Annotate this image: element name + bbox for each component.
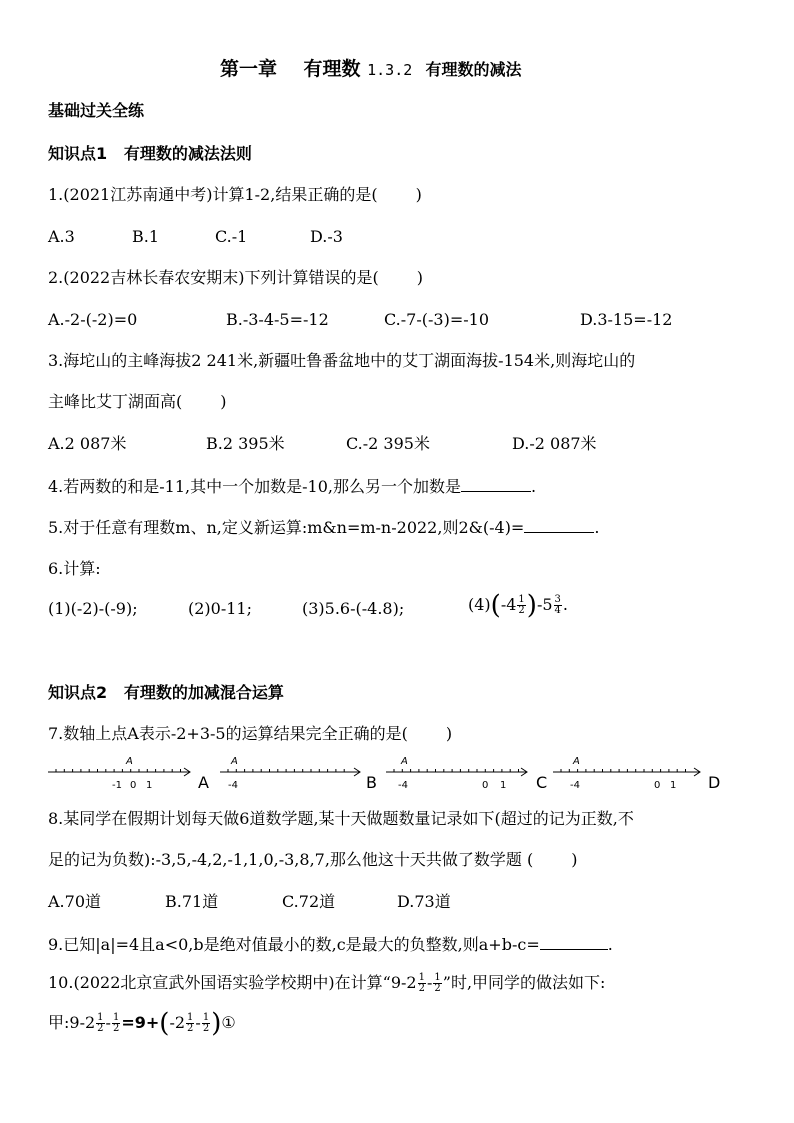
q8-option-d[interactable]: D.73道 <box>397 892 451 911</box>
axis-c-point: A <box>401 756 408 767</box>
circled-one: ① <box>221 1013 236 1032</box>
axis-b-label: -4 <box>228 780 238 791</box>
axis-d-label: -4 <box>570 780 580 791</box>
knowledge-point-1 <box>48 143 252 165</box>
q1-option-c[interactable]: C.-1 <box>215 227 248 246</box>
q4-text: 4.若两数的和是-11,其中一个加数是-10,那么另一个加数是 <box>48 477 461 496</box>
axis-c-label: 0 <box>482 780 489 791</box>
answer-blank[interactable] <box>540 933 608 950</box>
question-10-stem: 10.(2022北京宣武外国语实验学校期中)在计算“9-2 $\frac{1}{2}$ - $\frac{1}{2}$ ”时,甲同学的做法如下: <box>48 972 606 994</box>
q6-part-4: (4)(-4 $\frac{1}{2}$ )-5 $\frac{3}{4}$ . <box>468 590 569 621</box>
q2-option-a[interactable]: A.-2-(-2)=0 <box>48 310 138 329</box>
axis-a-label: -1 <box>112 780 122 791</box>
q1-option-a[interactable]: A.3 <box>48 227 75 246</box>
jia-text: 甲:9-2 <box>48 1013 96 1032</box>
q8-option-a[interactable]: A.70道 <box>48 892 102 911</box>
kp2-title: 有理数的加减混合运算 <box>123 683 284 702</box>
q2-option-c[interactable]: C.-7-(-3)=-10 <box>384 310 489 329</box>
axis-d-label: 0 <box>654 780 661 791</box>
axis-a-label: 0 <box>130 780 137 791</box>
section-name: 有理数的减法 <box>425 60 522 79</box>
kp2-label: 知识点2 <box>48 683 108 702</box>
question-8-line2 <box>48 849 578 871</box>
practice-title: 基础过关全练 <box>48 101 145 120</box>
answer-blank[interactable] <box>461 475 531 492</box>
axis-b-point: A <box>231 756 238 767</box>
fraction: $\frac{3}{4}$ <box>554 594 561 616</box>
question-2-stem <box>48 267 423 289</box>
q6-part-2: (2)0-11; <box>188 599 252 618</box>
q9-text: 9.已知|a|=4且a<0,b是绝对值最小的数,c是最大的负整数,则a+b-c= <box>48 935 540 954</box>
option-letter-c: C <box>536 773 548 792</box>
question-5 <box>48 516 599 539</box>
q8-text: 足的记为负数):-3,5,-4,2,-1,1,0,-3,8,7,那么他这十天共做了数学题 ( <box>48 850 534 869</box>
q2-close: ) <box>416 268 423 287</box>
fraction: $\frac{1}{2}$ <box>434 972 441 994</box>
q2-option-b[interactable]: B.-3-4-5=-12 <box>226 310 329 329</box>
q8-option-b[interactable]: B.71道 <box>165 892 219 911</box>
q6-p4-label: (4) <box>468 595 491 614</box>
q1-option-d[interactable]: D.-3 <box>310 227 343 246</box>
q1-text: 1.(2021江苏南通中考)计算1-2,结果正确的是( <box>48 185 378 204</box>
q5-end: . <box>594 518 600 537</box>
question-3-line2 <box>48 391 227 413</box>
q6-part-3: (3)5.6-(-4.8); <box>302 599 405 618</box>
q7-close: ) <box>445 724 453 743</box>
option-letter-b: B <box>366 773 377 792</box>
section-number: 1.3.2 <box>367 61 413 79</box>
q3-option-b[interactable]: B.2 395米 <box>206 434 285 453</box>
axis-c-label: -4 <box>398 780 408 791</box>
axis-d-label: 1 <box>670 780 677 791</box>
question-4 <box>48 475 536 498</box>
q6-part-1: (1)(-2)-(-9); <box>48 599 138 618</box>
q1-option-b[interactable]: B.1 <box>132 227 160 246</box>
axis-d-point: A <box>573 756 580 767</box>
fraction: $\frac{1}{2}$ <box>97 1012 104 1034</box>
q2-option-d[interactable]: D.3-15=-12 <box>580 310 673 329</box>
q5-text: 5.对于任意有理数m、n,定义新运算:m&n=m-n-2022,则2&(-4)= <box>48 518 525 537</box>
kp1-label: 知识点1 <box>48 144 108 163</box>
q2-text: 2.(2022吉林长春农安期末)下列计算错误的是( <box>48 268 379 287</box>
q6-p4-whole: -4 <box>500 595 517 614</box>
q9-end: . <box>607 935 613 954</box>
answer-blank[interactable] <box>524 516 594 533</box>
axis-c-label: 1 <box>500 780 507 791</box>
q3-option-a[interactable]: A.2 087米 <box>48 434 127 453</box>
chapter-name: 有理数 <box>303 58 361 80</box>
question-8-line1: 8.某同学在假期计划每天做6道数学题,某十天做题数量记录如下(超过的记为正数,不 <box>48 809 634 828</box>
page-title <box>220 58 522 81</box>
q4-end: . <box>530 477 537 496</box>
q10-text-pre: 10.(2022北京宣武外国语实验学校期中)在计算“9-2 <box>48 973 417 992</box>
option-letter-d: D <box>708 773 721 792</box>
q8-option-c[interactable]: C.72道 <box>282 892 336 911</box>
question-9 <box>48 933 613 956</box>
q3-text: 主峰比艾丁湖面高( <box>48 392 183 411</box>
q10-text-post: ”时,甲同学的做法如下: <box>442 973 606 992</box>
q3-close: ) <box>220 392 227 411</box>
fraction: $\frac{1}{2}$ <box>187 1012 194 1034</box>
fraction: $\frac{1}{2}$ <box>112 1012 120 1034</box>
fraction: $\frac{1}{2}$ <box>418 972 425 994</box>
axis-a-label: 1 <box>146 780 153 791</box>
question-10-jia: 甲:9-2 $\frac{1}{2}$ - $\frac{1}{2}$ =9+(-2 $\frac{1}{2}$ - $\frac{1}{2}$ )① <box>48 1008 236 1039</box>
question-3-line1: 3.海坨山的主峰海拔2 241米,新疆吐鲁番盆地中的艾丁湖面海拔-154米,则海坨山的 <box>48 351 636 370</box>
kp1-title: 有理数的减法法则 <box>123 144 252 163</box>
chapter-label: 第一章 <box>220 58 278 80</box>
q3-option-d[interactable]: D.-2 087米 <box>512 434 597 453</box>
fraction: $\frac{1}{2}$ <box>518 594 525 616</box>
question-7-stem <box>48 723 452 745</box>
q3-option-c[interactable]: C.-2 395米 <box>346 434 430 453</box>
q7-text: 7.数轴上点A表示-2+3-5的运算结果完全正确的是( <box>48 724 408 743</box>
fraction: $\frac{1}{2}$ <box>202 1012 210 1034</box>
question-1-stem <box>48 184 422 206</box>
q8-close: ) <box>571 850 578 869</box>
q1-close: ) <box>415 185 422 204</box>
axis-a-point: A <box>126 756 133 767</box>
question-6-stem: 6.计算: <box>48 559 101 578</box>
knowledge-point-2 <box>48 682 284 704</box>
q6-p4-op: -5 <box>536 595 553 614</box>
option-letter-a: A <box>198 773 209 792</box>
number-line-options <box>0 756 794 806</box>
